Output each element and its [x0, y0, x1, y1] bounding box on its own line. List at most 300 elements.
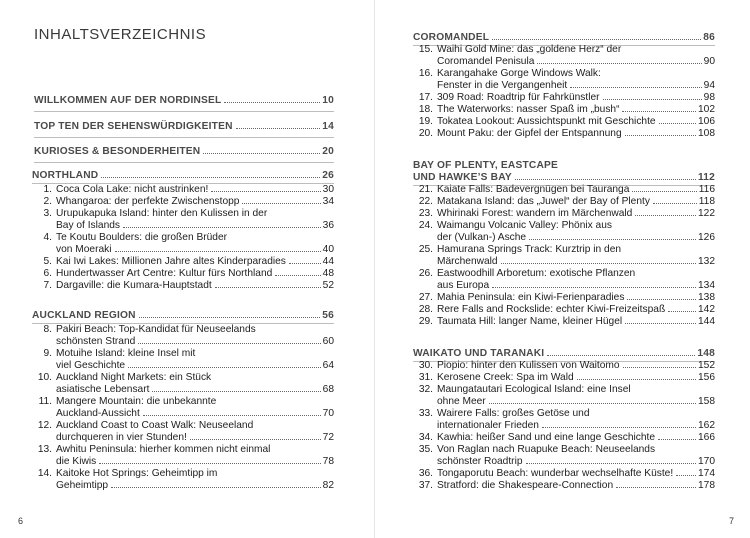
entry-row [411, 92, 715, 104]
toc-entry [411, 116, 715, 128]
section-text: KURIOSES & BESONDERHEITEN [34, 146, 201, 157]
toc-entry [30, 372, 334, 396]
entry-text: die Kiwis [56, 456, 97, 467]
toc-entry [411, 316, 715, 328]
right-page [375, 0, 750, 538]
entry-number: 28. [418, 304, 433, 315]
section-heading [32, 170, 334, 182]
section-page: 148 [697, 348, 715, 359]
entry-row [30, 244, 334, 256]
toc-entry [411, 208, 715, 220]
entry-row [30, 280, 334, 292]
dot-leader [99, 463, 320, 464]
entry-number: 18. [418, 104, 433, 115]
entry-text: Geheimtipp [56, 480, 109, 491]
entry-text: Auckland Coast to Coast Walk: Neuseeland [56, 420, 254, 431]
entry-number: 9. [43, 348, 52, 359]
entry-text: asiatische Lebensart [56, 384, 150, 395]
section-divider [34, 111, 334, 112]
entry-page: 170 [698, 456, 715, 467]
page-number-right: 7 [729, 516, 735, 526]
entry-page: 142 [698, 304, 715, 315]
dot-leader [623, 367, 696, 368]
dot-leader [143, 415, 321, 416]
section-row [34, 95, 334, 107]
entry-text: Urupukapuka Island: hinter den Kulissen in der [56, 208, 268, 219]
entry-number: 37. [418, 480, 433, 491]
entry-page: 52 [322, 280, 334, 291]
dot-leader [236, 128, 321, 129]
section-heading [413, 348, 715, 360]
entry-number: 27. [418, 292, 433, 303]
dot-leader [190, 439, 321, 440]
entry-row [411, 280, 715, 292]
entry-row [30, 220, 334, 232]
toc-entry [411, 44, 715, 68]
dot-leader [526, 463, 696, 464]
toc-title: INHALTSVERZEICHNIS [34, 26, 207, 43]
section-page: 26 [322, 170, 334, 181]
toc-entry [30, 184, 334, 196]
entry-row [30, 480, 334, 492]
entry-number: 13. [37, 444, 52, 455]
entry-page: 70 [322, 408, 334, 419]
dot-leader [489, 403, 696, 404]
entry-row [411, 80, 715, 92]
entry-text: Tokatea Lookout: Aussichtspunkt mit Geschichte [437, 116, 656, 127]
toc-entry [411, 196, 715, 208]
entry-text: Mahia Peninsula: ein Kiwi-Ferienparadies [437, 292, 625, 303]
entry-number: 25. [418, 244, 433, 255]
entry-page: 116 [698, 184, 715, 195]
entry-page: 72 [322, 432, 334, 443]
dot-leader [515, 179, 696, 180]
dot-leader [111, 487, 321, 488]
entry-number: 1. [43, 184, 52, 195]
toc-entry [411, 408, 715, 432]
entry-number: 6. [43, 268, 52, 279]
entry-number: 31. [418, 372, 433, 383]
entry-row [411, 232, 715, 244]
entry-row [411, 256, 715, 268]
dot-leader [211, 191, 320, 192]
toc-entry [30, 444, 334, 468]
entry-text: Kaiate Falls: Badevergnügen bei Tauranga [437, 184, 630, 195]
entry-text: Pakiri Beach: Top-Kandidat für Neuseelands [56, 324, 256, 335]
entry-page: 158 [698, 396, 715, 407]
entry-text: Auckland-Aussicht [56, 408, 140, 419]
entry-row [411, 420, 715, 432]
toc-entry [411, 372, 715, 384]
entry-row [411, 44, 715, 56]
entry-row [30, 456, 334, 468]
section-divider [34, 162, 334, 163]
toc-entry [30, 468, 334, 492]
entry-number: 7. [43, 280, 52, 291]
dot-leader [635, 215, 696, 216]
dot-leader [676, 475, 696, 476]
entry-page: 60 [322, 336, 334, 347]
section-row [34, 121, 334, 133]
section-page: 20 [322, 146, 334, 157]
entry-number: 10. [37, 372, 52, 383]
toc-entry [411, 244, 715, 268]
dot-leader [203, 153, 320, 154]
section-text: NORTHLAND [32, 170, 99, 181]
entry-page: 40 [322, 244, 334, 255]
entry-page: 126 [698, 232, 715, 243]
section-text: WILLKOMMEN AUF DER NORDINSEL [34, 95, 222, 106]
entry-row [30, 232, 334, 244]
dot-leader [123, 227, 321, 228]
entry-row [30, 468, 334, 480]
entry-text: Matakana Island: das „Juwel“ der Bay of Plenty [437, 196, 650, 207]
toc-entry [30, 280, 334, 292]
entry-page: 98 [703, 92, 715, 103]
entry-page: 30 [322, 184, 334, 195]
entry-row [30, 324, 334, 336]
entry-text: Eastwoodhill Arboretum: exotische Pflanzen [437, 268, 636, 279]
entry-text: Kawhia: heißer Sand und eine lange Geschichte [437, 432, 656, 443]
entry-row [411, 116, 715, 128]
dot-leader [632, 191, 696, 192]
dot-leader [242, 203, 320, 204]
dot-leader [627, 299, 696, 300]
entry-text: Märchenwald [437, 256, 498, 267]
entry-number: 32. [418, 384, 433, 395]
entry-row [30, 444, 334, 456]
entry-number: 34. [418, 432, 433, 443]
section-text: COROMANDEL [413, 32, 490, 43]
section-heading [34, 121, 334, 133]
entry-row [411, 56, 715, 68]
toc-entry [411, 432, 715, 444]
toc-entry [30, 268, 334, 280]
section-row [32, 170, 334, 182]
entry-row [411, 444, 715, 456]
entry-page: 132 [698, 256, 715, 267]
entry-text: Hundertwasser Art Centre: Kultur fürs Northland [56, 268, 273, 279]
entry-page: 144 [698, 316, 715, 327]
section-row [34, 146, 334, 158]
section-page: 56 [322, 310, 334, 321]
entry-text: internationaler Frieden [437, 420, 539, 431]
dot-leader [529, 239, 696, 240]
toc-entry [30, 396, 334, 420]
dot-leader [603, 99, 702, 100]
toc-entry [30, 324, 334, 348]
entry-row [411, 208, 715, 220]
entry-number: 14. [37, 468, 52, 479]
section-heading [32, 310, 334, 322]
entry-number: 30. [418, 360, 433, 371]
dot-leader [128, 367, 321, 368]
entry-row [30, 256, 334, 268]
entry-row [411, 68, 715, 80]
entry-number: 35. [418, 444, 433, 455]
dot-leader [115, 251, 321, 252]
entry-row [411, 468, 715, 480]
toc-entry [411, 68, 715, 92]
entry-text: Whirinaki Forest: wandern im Märchenwald [437, 208, 633, 219]
section-divider [34, 137, 334, 138]
entry-text: durchqueren in vier Stunden! [56, 432, 187, 443]
entry-row [30, 196, 334, 208]
entry-row [411, 304, 715, 316]
entry-number: 17. [418, 92, 433, 103]
entry-page: 94 [703, 80, 715, 91]
entry-row [30, 184, 334, 196]
entry-page: 138 [698, 292, 715, 303]
entry-row [411, 456, 715, 468]
entry-text: Whangaroa: der perfekte Zwischenstopp [56, 196, 240, 207]
entry-page: 122 [698, 208, 715, 219]
entry-text: Karangahake Gorge Windows Walk: [437, 68, 601, 79]
dot-leader [492, 39, 701, 40]
dot-leader [542, 427, 696, 428]
entry-page: 90 [703, 56, 715, 67]
entry-text: The Waterworks: nasser Spaß im „bush“ [437, 104, 620, 115]
entry-row [411, 268, 715, 280]
section-text: AUCKLAND REGION [32, 310, 136, 321]
entry-row [411, 184, 715, 196]
entry-text: Kerosene Creek: Spa im Wald [437, 372, 574, 383]
dot-leader [152, 391, 320, 392]
entry-text: Piopio: hinter den Kulissen von Waitomo [437, 360, 620, 371]
entry-row [30, 408, 334, 420]
entry-number: 20. [418, 128, 433, 139]
section-heading [413, 160, 715, 184]
section-page: 14 [322, 121, 334, 132]
entry-page: 48 [322, 268, 334, 279]
entry-text: Coromandel Penisula [437, 56, 535, 67]
dot-leader [138, 343, 320, 344]
toc-entry [30, 232, 334, 256]
section-page: 10 [322, 95, 334, 106]
dot-leader [625, 135, 696, 136]
entry-text: Taumata Hill: langer Name, kleiner Hügel [437, 316, 623, 327]
toc-entry [411, 444, 715, 468]
section-page: 112 [697, 172, 715, 183]
entry-text: schönster Roadtrip [437, 456, 523, 467]
entry-number: 2. [43, 196, 52, 207]
entry-number: 24. [418, 220, 433, 231]
dot-leader [501, 263, 696, 264]
toc-entry [30, 256, 334, 268]
entry-text: Hamurana Springs Track: Kurztrip in den [437, 244, 622, 255]
entry-row [411, 316, 715, 328]
entry-row [411, 372, 715, 384]
entry-text: Fenster in die Vergangenheit [437, 80, 568, 91]
entry-number: 23. [418, 208, 433, 219]
entry-text: Kai Iwi Lakes: Millionen Jahre altes Kinderparadies [56, 256, 286, 267]
dot-leader [659, 123, 696, 124]
entry-row [411, 292, 715, 304]
entry-number: 33. [418, 408, 433, 419]
dot-leader [224, 102, 320, 103]
entry-page: 134 [698, 280, 715, 291]
section-heading-line1: BAY OF PLENTY, EASTCAPE [413, 160, 558, 171]
entry-page: 152 [698, 360, 715, 371]
toc-entry [411, 360, 715, 372]
entry-number: 22. [418, 196, 433, 207]
entry-number: 3. [43, 208, 52, 219]
entry-page: 156 [698, 372, 715, 383]
entry-text: schönsten Strand [56, 336, 136, 347]
entry-row [30, 384, 334, 396]
dot-leader [625, 323, 696, 324]
entry-page: 78 [322, 456, 334, 467]
entry-page: 178 [698, 480, 715, 491]
entry-row [30, 372, 334, 384]
dot-leader [139, 317, 321, 318]
dot-leader [653, 203, 697, 204]
entry-number: 15. [418, 44, 433, 55]
entry-text: Maungatautari Ecological Island: eine Insel [437, 384, 631, 395]
entry-text: Mount Paku: der Gipfel der Entspannung [437, 128, 622, 139]
entry-page: 34 [322, 196, 334, 207]
entry-text: Awhitu Peninsula: hierher kommen nicht einmal [56, 444, 271, 455]
entry-number: 16. [418, 68, 433, 79]
entry-text: Coca Cola Lake: nicht austrinken! [56, 184, 209, 195]
entry-row [411, 408, 715, 420]
entry-row [30, 360, 334, 372]
entry-text: Bay of Islands [56, 220, 120, 231]
entry-page: 166 [698, 432, 715, 443]
entry-text: Rere Falls and Rockslide: echter Kiwi-Freizeitspaß [437, 304, 666, 315]
entry-page: 44 [322, 256, 334, 267]
entry-text: Stratford: die Shakespeare-Connection [437, 480, 614, 491]
toc-entry [30, 196, 334, 208]
toc-entry [30, 420, 334, 444]
entry-text: Tongaporutu Beach: wunderbar wechselhafte Küste! [437, 468, 674, 479]
dot-leader [547, 355, 695, 356]
dot-leader [275, 275, 320, 276]
toc-entry [411, 384, 715, 408]
entry-page: 118 [698, 196, 715, 207]
toc-entry [411, 468, 715, 480]
dot-leader [577, 379, 696, 380]
entry-row [30, 336, 334, 348]
dot-leader [537, 63, 701, 64]
toc-entry [411, 92, 715, 104]
toc-entry [411, 292, 715, 304]
entry-page: 174 [698, 468, 715, 479]
entry-number: 12. [37, 420, 52, 431]
entry-row [30, 396, 334, 408]
toc-entry [411, 304, 715, 316]
entry-row [411, 432, 715, 444]
entry-page: 68 [322, 384, 334, 395]
section-text: UND HAWKE’S BAY [413, 172, 512, 183]
entry-row [30, 268, 334, 280]
entry-row [411, 104, 715, 116]
entry-row [30, 348, 334, 360]
entry-row [411, 196, 715, 208]
entry-number: 29. [418, 316, 433, 327]
toc-entry [411, 128, 715, 140]
entry-text: Wairere Falls: großes Getöse und [437, 408, 590, 419]
section-heading [413, 32, 715, 44]
entry-text: Auckland Night Markets: ein Stück [56, 372, 212, 383]
entry-number: 4. [43, 232, 52, 243]
entry-number: 11. [38, 396, 52, 407]
section-page: 86 [703, 32, 715, 43]
entry-row [411, 128, 715, 140]
entry-text: der (Vulkan-) Asche [437, 232, 527, 243]
entry-text: von Moeraki [56, 244, 112, 255]
entry-text: Te Koutu Boulders: die großen Brüder [56, 232, 228, 243]
entry-row [411, 360, 715, 372]
toc-entry [411, 480, 715, 492]
dot-leader [658, 439, 696, 440]
entry-row [411, 396, 715, 408]
entry-page: 162 [698, 420, 715, 431]
dot-leader [570, 87, 701, 88]
entry-row [411, 384, 715, 396]
entry-row [30, 420, 334, 432]
page-number-left: 6 [18, 516, 24, 526]
entry-text: 309 Road: Roadtrip für Fahrkünstler [437, 92, 600, 103]
dot-leader [101, 177, 320, 178]
entry-text: ohne Meer [437, 396, 486, 407]
entry-row [411, 244, 715, 256]
section-row [413, 172, 715, 184]
entry-text: Motuihe Island: kleine Insel mit [56, 348, 196, 359]
entry-text: Von Raglan nach Ruapuke Beach: Neuseelands [437, 444, 656, 455]
section-row [32, 310, 334, 322]
section-text: TOP TEN DER SEHENSWÜRDIGKEITEN [34, 121, 233, 132]
entry-row [411, 480, 715, 492]
entry-row [30, 208, 334, 220]
toc-entry [30, 208, 334, 232]
entry-text: Kaitoke Hot Springs: Geheimtipp im [56, 468, 218, 479]
toc-entry [30, 348, 334, 372]
entry-text: Dargaville: die Kumara-Hauptstadt [56, 280, 212, 291]
entry-number: 36. [418, 468, 433, 479]
entry-page: 82 [322, 480, 334, 491]
entry-number: 5. [43, 256, 52, 267]
entry-text: aus Europa [437, 280, 490, 291]
section-row [413, 348, 715, 360]
entry-row [411, 220, 715, 232]
toc-entry [411, 268, 715, 292]
entry-number: 8. [43, 324, 52, 335]
dot-leader [215, 287, 321, 288]
entry-number: 19. [418, 116, 433, 127]
section-row [413, 32, 715, 44]
toc-entry [411, 184, 715, 196]
section-text: WAIKATO UND TARANAKI [413, 348, 545, 359]
entry-row [30, 432, 334, 444]
entry-page: 64 [322, 360, 334, 371]
section-heading [34, 95, 334, 107]
entry-page: 102 [698, 104, 715, 115]
entry-text: viel Geschichte [56, 360, 126, 371]
entry-text: Mangere Mountain: die unbekannte [56, 396, 217, 407]
toc-entry [411, 104, 715, 116]
entry-page: 108 [698, 128, 715, 139]
toc-entry [411, 220, 715, 244]
entry-page: 36 [322, 220, 334, 231]
entry-text: Waimangu Volcanic Valley: Phönix aus [437, 220, 612, 231]
entry-number: 21. [418, 184, 433, 195]
entry-page: 106 [698, 116, 715, 127]
dot-leader [616, 487, 696, 488]
section-heading [34, 146, 334, 158]
dot-leader [289, 263, 321, 264]
dot-leader [622, 111, 696, 112]
